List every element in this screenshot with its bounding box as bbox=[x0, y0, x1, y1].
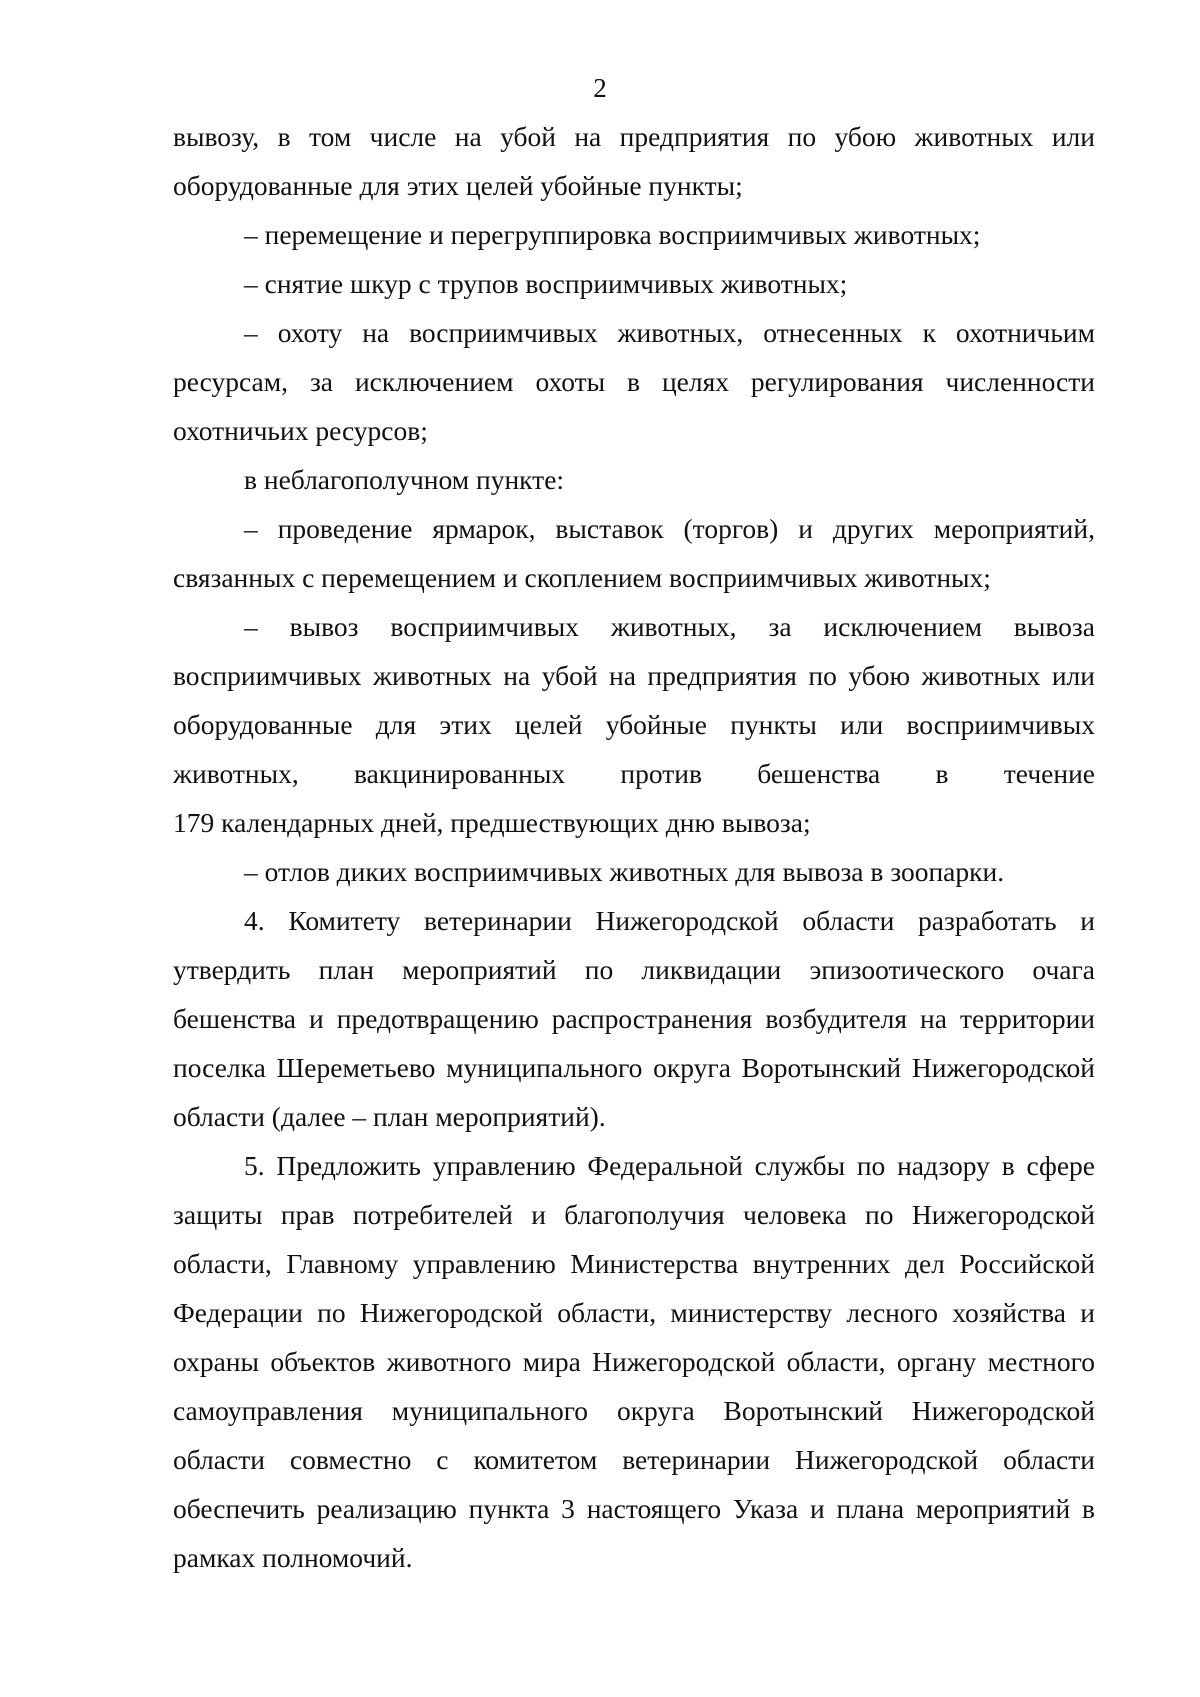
clause-4: 4. Комитету ветеринарии Нижегородской области разработать и утвердить план мероприятий по ликвидации эпизоотического очага бешенства и предотвращению распространения возбудителя на территории поселка Шереметьево муниципального округа Воротынский Нижегородской области (далее – план мероприятий). bbox=[173, 905, 1095, 1132]
list-item-hunting: – охоту на восприимчивых животных, отнесенных к охотничьим ресурсам, за исключением охоты в целях регулирования численности охотничьих ресурсов; bbox=[173, 317, 1095, 446]
list-item-export: – вывоз восприимчивых животных, за исключением вывоза восприимчивых животных на убой на предприятия по убою животных или оборудованные для этих целей убойные пункты или восприимчивых животных, вакцинированных против бешенства в течение bbox=[173, 611, 1095, 789]
list-item-export-end: 179 календарных дней, предшествующих дню вывоза; bbox=[173, 807, 811, 838]
page-number: 2 bbox=[593, 73, 607, 103]
list-item-capture: – отлов диких восприимчивых животных для вывоза в зоопарки. bbox=[244, 856, 1005, 887]
list-item-fairs: – проведение ярмарок, выставок (торгов) и других мероприятий, связанных с перемещением и скоплением восприимчивых животных; bbox=[173, 513, 1095, 593]
document-body bbox=[173, 112, 1095, 1582]
list-item-skinning: – снятие шкур с трупов восприимчивых животных; bbox=[244, 268, 848, 299]
paragraph-continuation: вывозу, в том числе на убой на предприятия по убою животных или оборудованные для этих целей убойные пункты; bbox=[173, 121, 1095, 201]
clause-5: 5. Предложить управлению Федеральной службы по надзору в сфере защиты прав потребителей и благополучия человека по Нижегородской области, Главному управлению Министерства внутренних дел Российской Федерации по Нижегородской области, министерству лесного хозяйства и охраны объектов животного мира Нижегородской области, органу местного самоуправления муниципального округа Воротынский Нижегородской области совместно с комитетом ветеринарии Нижегородской области обеспечить реализацию пункта 3 настоящего Указа и плана мероприятий в рамках полномочий. bbox=[173, 1150, 1095, 1573]
list-item-regrouping: – перемещение и перегруппировка восприимчивых животных; bbox=[244, 219, 981, 250]
subheading-unfavorable-point: в неблагополучном пункте: bbox=[244, 464, 565, 495]
